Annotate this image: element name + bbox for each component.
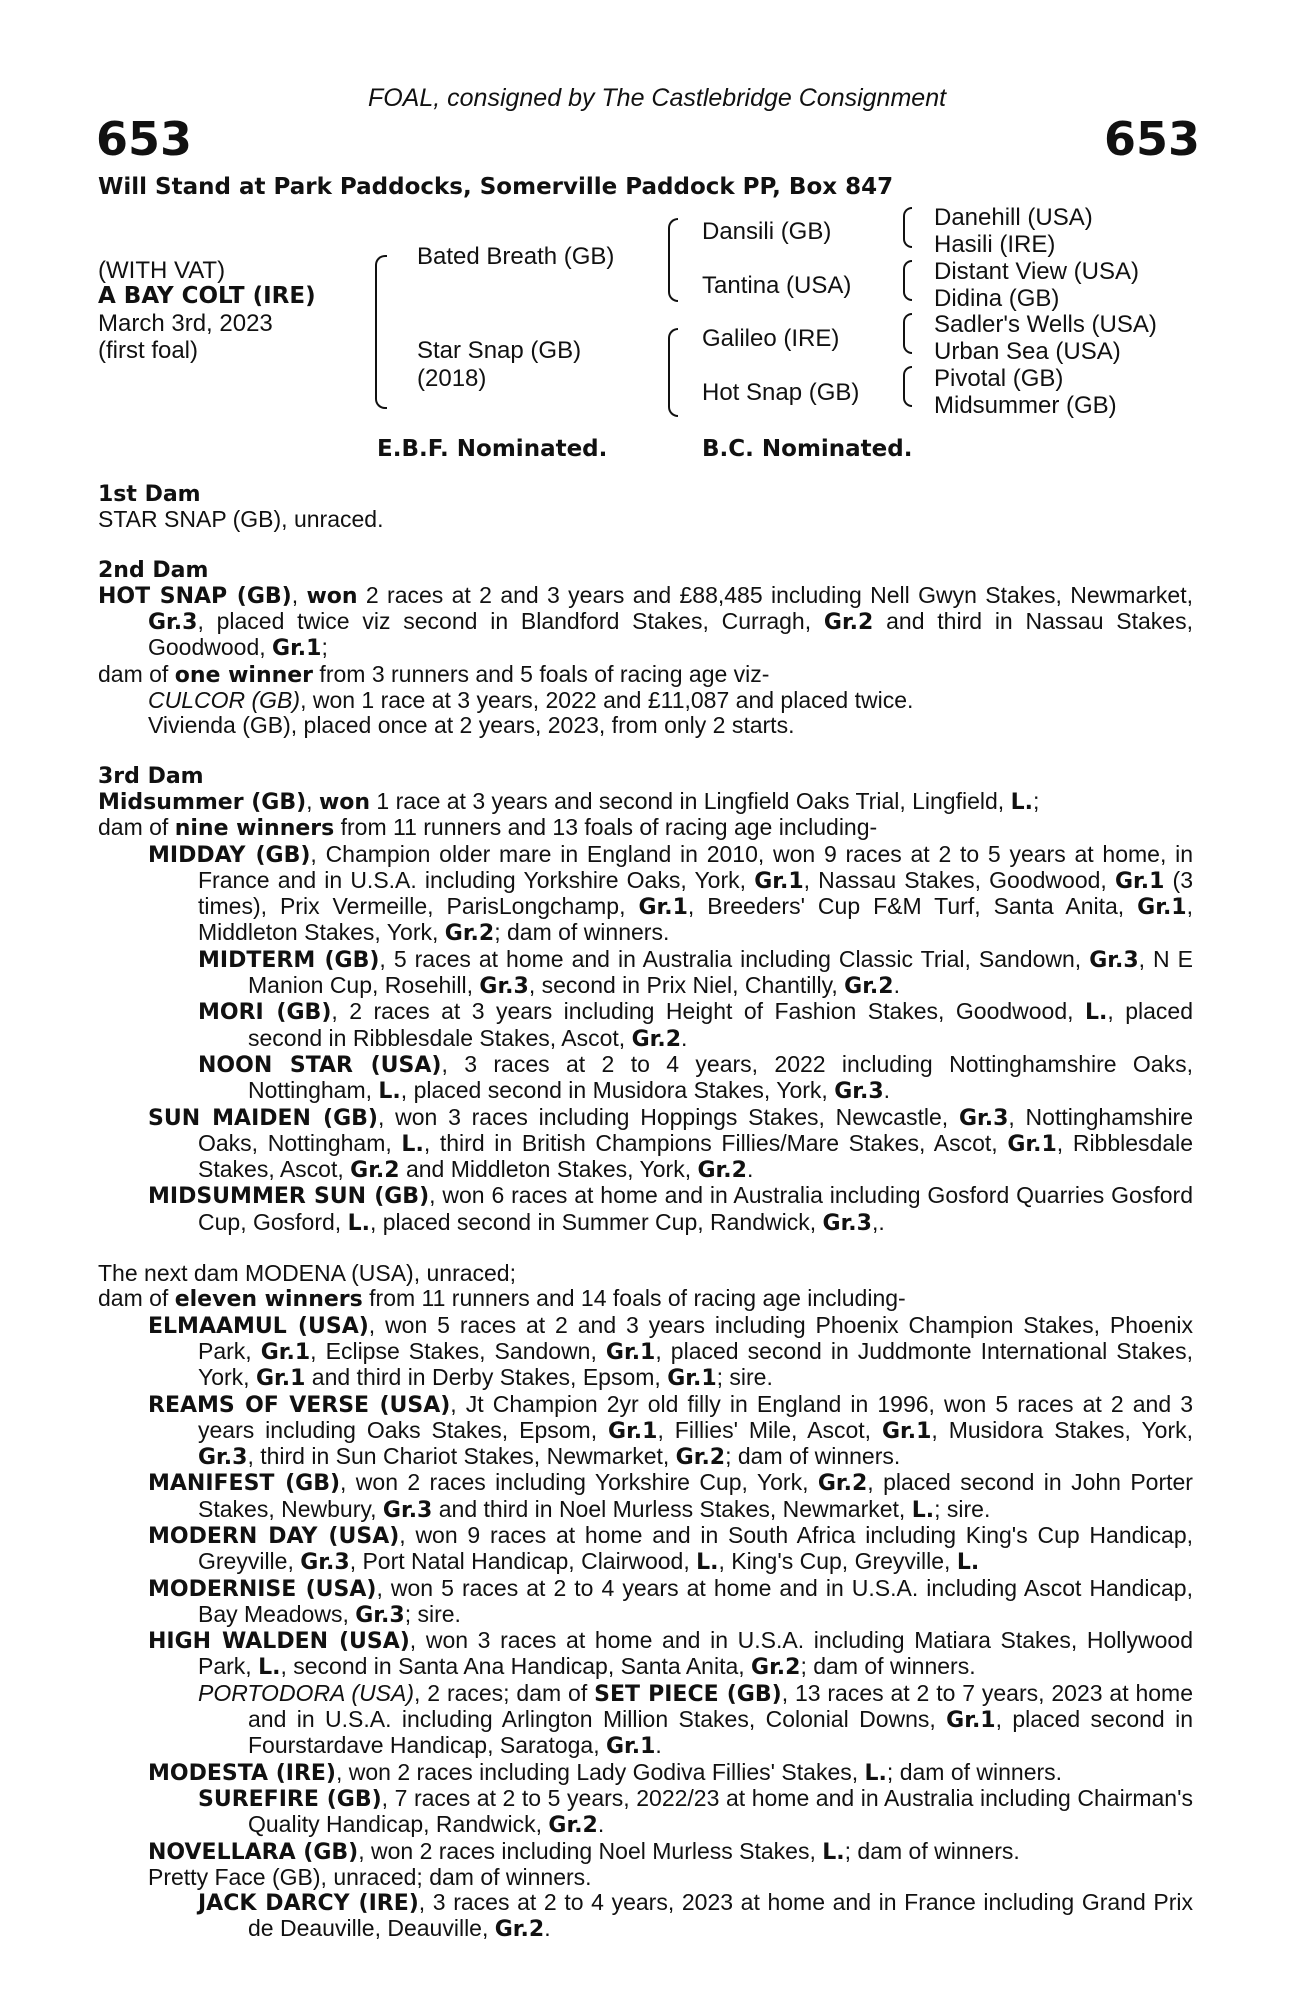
produce-entry	[98, 1470, 1193, 1523]
text: 2 races at 2 and 3 years and £88,485 including Nell Gwyn Stakes, Newmarket,	[357, 581, 1193, 608]
text: , Jt Champion 2yr old filly in England in 1996, won 5 races at 2 and 3 years including Oaks Stakes, Epsom,	[198, 1390, 1194, 1443]
text: from 3 runners and 5 foals of racing age viz-	[313, 660, 770, 687]
text: .	[681, 1024, 688, 1051]
ped-dss: Sadler's Wells (USA)	[934, 311, 1157, 338]
ped-sss: Danehill (USA)	[934, 204, 1093, 231]
text: , 2 races; dam of	[414, 1679, 595, 1706]
text: dam of	[98, 814, 175, 841]
text: dam of	[98, 660, 175, 687]
next-dam-intro: The next dam MODENA (USA), unraced;	[98, 1260, 516, 1287]
text: , placed second in Summer Cup, Randwick,	[369, 1208, 823, 1235]
grade: Gr.2	[823, 610, 874, 636]
listed: L.	[258, 1655, 281, 1681]
produce-entry	[98, 842, 1193, 947]
pedigree-brace-dd	[903, 366, 912, 407]
grade: Gr.2	[675, 1445, 726, 1471]
listed: L.	[401, 1131, 424, 1157]
text: Pretty Face (GB), unraced; dam of winners.	[148, 1863, 592, 1890]
listed: L.	[1084, 1000, 1108, 1026]
first-dam-section	[98, 482, 1193, 533]
produce-entry	[98, 1392, 1193, 1471]
pedigree-brace-gen1	[375, 255, 387, 409]
sire-name: Bated Breath (GB)	[417, 243, 615, 270]
text: from 11 runners and 14 foals of racing age including-	[362, 1285, 906, 1312]
won-label: won	[306, 583, 358, 609]
produce-entry	[98, 1628, 1193, 1681]
third-dam-heading: 3rd Dam	[98, 763, 204, 789]
second-dam-heading: 2nd Dam	[98, 557, 209, 583]
horse-name: MIDSUMMER SUN (GB)	[148, 1184, 430, 1210]
text: 1 race at 3 years and second in Lingfield Oaks Trial, Lingfield,	[370, 787, 1011, 814]
produce-entry	[98, 1890, 1193, 1943]
text: , 3 races at 2 to 4 years, 2023 at home and in France including Grand Prix de Deauville, Deauville,	[248, 1889, 1193, 1942]
pedigree-brace-ds	[903, 313, 912, 354]
foaling-date: March 3rd, 2023	[98, 310, 273, 337]
text: , won 1 race at 3 years, 2022 and £11,087 and placed twice.	[300, 687, 914, 714]
text: , Ribblesdale Stakes, Ascot,	[198, 1129, 1194, 1183]
text: ; dam of winners.	[886, 1758, 1063, 1785]
grade: Gr.1	[272, 636, 322, 662]
text: , placed second in John Porter Stakes, Newbury,	[198, 1469, 1193, 1522]
pedigree-brace-ss	[903, 207, 912, 248]
text: , third in Sun Chariot Stakes, Newmarket,	[247, 1443, 676, 1470]
dam-dam: Hot Snap (GB)	[702, 379, 860, 406]
lot-horse-name: A BAY COLT (IRE)	[98, 283, 316, 309]
grade: Gr.3	[382, 1497, 433, 1523]
produce-entry	[98, 947, 1193, 1000]
horse-name: SUN MAIDEN (GB)	[148, 1105, 378, 1131]
text: and third in Derby Stakes, Epsom,	[305, 1364, 668, 1391]
listed: L.	[911, 1497, 935, 1523]
text: ;	[321, 634, 328, 661]
produce-entry	[98, 1105, 1193, 1184]
horse-name: HOT SNAP (GB)	[98, 583, 292, 609]
grade: Gr.2	[844, 974, 894, 1000]
text: , Champion older mare in England in 2010, won 9 races at 2 to 5 years at home, in France and in U.S.A. including Yorkshire Oaks, York,	[198, 840, 1193, 893]
ped-dds: Pivotal (GB)	[934, 365, 1064, 392]
grade: Gr.2	[817, 1471, 868, 1497]
bc-nomination: B.C. Nominated.	[702, 436, 913, 462]
text: , 3 races at 2 to 4 years, 2022 including Nottinghamshire Oaks, Nottingham,	[248, 1050, 1193, 1104]
text: , won 3 races including Hoppings Stakes, Newcastle,	[377, 1103, 959, 1130]
produce-entry	[98, 1681, 1193, 1760]
text: (3 times), Prix Vermeille, ParisLongchamp,	[198, 866, 1194, 920]
sire-dam: Tantina (USA)	[702, 272, 852, 299]
produce-entry	[98, 713, 1193, 738]
text: .	[883, 1077, 891, 1104]
text: , Eclipse Stakes, Sandown,	[310, 1337, 606, 1364]
text: ; dam of winners.	[494, 919, 670, 946]
pedigree-brace-sd	[903, 260, 912, 301]
lot-number-left: 653	[96, 112, 193, 166]
grade: Gr.3	[148, 610, 198, 636]
text: , 2 races at 3 years including Height of Fashion Stakes, Goodwood,	[331, 998, 1085, 1025]
produce-entry	[98, 1576, 1193, 1629]
horse-name: MIDTERM (GB)	[198, 947, 380, 973]
text: , 13 races at 2 to 7 years, 2023 at home and in U.S.A. including Arlington Million Stakes, Colonial Downs,	[248, 1679, 1193, 1733]
text: , won 2 races including Yorkshire Cup, York,	[340, 1469, 818, 1496]
horse-name: SET PIECE (GB)	[594, 1681, 782, 1707]
grade: Gr.3	[834, 1079, 884, 1105]
pedigree-brace-dam	[668, 328, 678, 417]
grade: Gr.2	[494, 1917, 545, 1943]
grade: Gr.1	[608, 1418, 658, 1444]
consignor-line: FOAL, consigned by The Castlebridge Consignment	[367, 84, 947, 112]
produce-entry	[98, 999, 1193, 1052]
horse-name: SUREFIRE (GB)	[198, 1786, 382, 1812]
grade: Gr.3	[958, 1105, 1009, 1131]
horse-name: MODESTA (IRE)	[148, 1760, 336, 1786]
text: , won 9 races at home and in South Africa including King's Cup Handicap, Greyville,	[198, 1521, 1194, 1575]
produce-entry	[98, 1786, 1193, 1839]
grade: Gr.1	[946, 1708, 996, 1734]
horse-name: ELMAAMUL (USA)	[148, 1313, 369, 1339]
grade: Gr.1	[255, 1366, 306, 1392]
dam-name: Star Snap (GB)	[417, 337, 582, 364]
grade: Gr.1	[1114, 868, 1165, 894]
ped-ddd: Midsummer (GB)	[934, 392, 1117, 419]
grade: Gr.3	[822, 1210, 872, 1236]
winners-count: one winner	[174, 662, 314, 688]
produce-entry	[98, 1313, 1193, 1392]
horse-name: PORTODORA (USA)	[198, 1679, 415, 1706]
text: ; dam of winners.	[844, 1837, 1020, 1864]
third-dam-section	[98, 764, 1193, 1236]
horse-name: REAMS OF VERSE (USA)	[148, 1392, 451, 1418]
text: ,.	[871, 1208, 885, 1235]
grade: Gr.2	[350, 1158, 400, 1184]
grade: Gr.1	[1137, 895, 1187, 921]
grade: Gr.3	[355, 1602, 405, 1628]
grade: Gr.2	[631, 1026, 681, 1052]
produce-entry	[98, 688, 1193, 713]
grade: Gr.3	[198, 1445, 248, 1471]
horse-name: MANIFEST (GB)	[148, 1471, 341, 1497]
text: ; dam of winners.	[725, 1443, 901, 1470]
horse-name: HIGH WALDEN (USA)	[148, 1629, 410, 1655]
grade: Gr.3	[479, 974, 529, 1000]
text: and third in Nassau Stakes, Goodwood,	[148, 608, 1193, 661]
foal-note: (first foal)	[98, 337, 199, 364]
text: , Port Natal Handicap, Clairwood,	[349, 1548, 697, 1575]
text: , Musidora Stakes, York,	[931, 1416, 1194, 1443]
text: , N E Manion Cup, Rosehill,	[248, 945, 1193, 999]
text: from 11 runners and 13 foals of racing age including-	[334, 814, 878, 841]
text: , Fillies' Mile, Ascot,	[657, 1416, 882, 1443]
first-dam-heading: 1st Dam	[98, 482, 201, 507]
ped-sds: Distant View (USA)	[934, 258, 1139, 285]
sire-sire: Dansili (GB)	[702, 218, 832, 245]
text: , placed twice viz second in Blandford Stakes, Curragh,	[197, 608, 824, 635]
produce-entry	[98, 1523, 1193, 1576]
horse-name: MODERN DAY (USA)	[148, 1523, 400, 1549]
produce-entry	[98, 1183, 1193, 1236]
grade: Gr.1	[667, 1366, 717, 1392]
text: and Middleton Stakes, York,	[399, 1156, 698, 1183]
text: , 7 races at 2 to 5 years, 2022/23 at home and in Australia including Chairman's Quality Handicap, Randwick,	[248, 1784, 1193, 1838]
next-dam-produce	[98, 1286, 1193, 1312]
text: , placed second in Juddmonte International Stakes, York,	[198, 1337, 1193, 1391]
next-dam-section	[98, 1261, 1193, 1943]
text: , placed second in Musidora Stakes, York,	[400, 1077, 835, 1104]
lot-number-right: 653	[1103, 112, 1200, 166]
listed: L.	[1010, 789, 1033, 815]
horse-name: Midsummer (GB)	[98, 789, 307, 815]
horse-name: MORI (GB)	[198, 1000, 332, 1026]
produce-entry	[98, 1839, 1193, 1865]
grade: Gr.1	[605, 1734, 656, 1760]
ped-sdd: Didina (GB)	[934, 285, 1060, 312]
text: , won 2 races including Lady Godiva Fillies' Stakes,	[335, 1758, 865, 1785]
text: , third in British Champions Fillies/Mare Stakes, Ascot,	[423, 1129, 1008, 1156]
text: , Nottinghamshire Oaks, Nottingham,	[198, 1103, 1194, 1156]
grade: Gr.1	[638, 895, 688, 921]
pedigree-brace-sire	[668, 218, 678, 302]
text: , 5 races at home and in Australia including Classic Trial, Sandown,	[379, 945, 1090, 972]
grade: Gr.3	[1089, 947, 1139, 973]
grade: Gr.1	[605, 1339, 656, 1365]
produce-entry	[98, 1052, 1193, 1105]
horse-name: NOVELLARA (GB)	[148, 1839, 359, 1865]
text: , second in Prix Niel, Chantilly,	[528, 972, 845, 999]
listed: L.	[822, 1839, 845, 1865]
text: , won 2 races including Noel Murless Stakes,	[358, 1837, 823, 1864]
won-label: won	[318, 789, 371, 815]
text: ;	[1032, 787, 1040, 814]
ebf-nomination: E.B.F. Nominated.	[377, 436, 608, 462]
grade: Gr.2	[697, 1158, 747, 1184]
horse-name: NOON STAR (USA)	[198, 1052, 442, 1078]
grade: Gr.1	[1007, 1131, 1057, 1157]
text: dam of	[98, 1285, 175, 1312]
text: , Breeders' Cup F&M Turf, Santa Anita,	[687, 893, 1138, 920]
grade: Gr.2	[751, 1655, 801, 1681]
first-dam-text: STAR SNAP (GB), unraced.	[98, 506, 384, 533]
text: , second in Santa Ana Handicap, Santa Anita,	[280, 1653, 752, 1680]
text: Vivienda (GB), placed once at 2 years, 2023, from only 2 starts.	[148, 712, 795, 739]
produce-entry	[98, 1865, 1193, 1890]
grade: Gr.2	[444, 921, 495, 947]
listed: L.	[347, 1210, 370, 1236]
text: , Middleton Stakes, York,	[198, 893, 1193, 946]
text: and third in Noel Murless Stakes, Newmarket,	[432, 1495, 912, 1522]
text: , won 5 races at 2 and 3 years including Phoenix Champion Stakes, Phoenix Park,	[198, 1311, 1193, 1364]
text: , King's Cup, Greyville,	[718, 1548, 957, 1575]
text: , won 6 races at home and in Australia including Gosford Quarries Gosford Cup, Gosford,	[198, 1182, 1193, 1235]
grade: Gr.1	[754, 868, 804, 894]
winners-count: nine winners	[174, 816, 335, 842]
listed: L.	[956, 1550, 980, 1576]
catalogue-body	[98, 482, 1193, 1943]
text: ; sire.	[716, 1364, 773, 1391]
text: .	[655, 1732, 662, 1759]
text: , won 5 races at 2 to 4 years at home and in U.S.A. including Ascot Handicap, Bay Meadows,	[198, 1574, 1193, 1627]
text: .	[893, 972, 900, 999]
dam-sire: Galileo (IRE)	[702, 325, 840, 352]
listed: L.	[864, 1760, 887, 1786]
second-dam-record: HOT SNAP (GB), won 2 races at 2 and 3 years and £88,485 including Nell Gwyn Stakes, Newmarket, Gr.3, placed twice viz second in Blandford Stakes, Curragh, Gr.2 and third in Nassau Stakes, Goodwood, Gr.1;	[98, 581, 1193, 662]
winners-count: eleven winners	[174, 1287, 363, 1313]
grade: Gr.3	[300, 1550, 350, 1576]
listed: L.	[696, 1550, 719, 1576]
ped-dsd: Urban Sea (USA)	[934, 338, 1121, 365]
third-dam-produce	[98, 815, 1193, 841]
text: ; sire.	[934, 1495, 991, 1522]
grade: Gr.2	[548, 1813, 598, 1839]
text: ; sire.	[404, 1600, 461, 1627]
text: ; dam of winners.	[800, 1653, 976, 1680]
vat-note: (WITH VAT)	[98, 257, 226, 284]
dam-year: (2018)	[417, 365, 487, 392]
stand-location: Will Stand at Park Paddocks, Somerville Paddock PP, Box 847	[98, 174, 894, 200]
grade: Gr.1	[260, 1339, 311, 1365]
third-dam-record: Midsummer (GB), won 1 race at 3 years and second in Lingfield Oaks Trial, Lingfield, L.;	[98, 787, 1040, 815]
second-dam-produce	[98, 662, 1193, 688]
horse-name: MIDDAY (GB)	[148, 842, 311, 868]
horse-name: MODERNISE (USA)	[148, 1576, 377, 1602]
horse-name: CULCOR (GB)	[148, 687, 301, 714]
ped-ssd: Hasili (IRE)	[934, 231, 1056, 258]
second-dam-section	[98, 558, 1193, 739]
text: , placed second in Ribblesdale Stakes, Ascot,	[248, 998, 1193, 1051]
text: .	[544, 1915, 551, 1942]
text: , Nassau Stakes, Goodwood,	[803, 866, 1115, 893]
text: .	[746, 1156, 754, 1183]
text: .	[597, 1811, 605, 1838]
text: , won 3 races at home and in U.S.A. including Matiara Stakes, Hollywood Park,	[198, 1627, 1193, 1680]
listed: L.	[378, 1079, 401, 1105]
text: , placed second in Fourstardave Handicap, Saratoga,	[248, 1706, 1193, 1759]
produce-entry	[98, 1760, 1193, 1786]
grade: Gr.1	[881, 1418, 932, 1444]
horse-name: JACK DARCY (IRE)	[198, 1891, 419, 1917]
